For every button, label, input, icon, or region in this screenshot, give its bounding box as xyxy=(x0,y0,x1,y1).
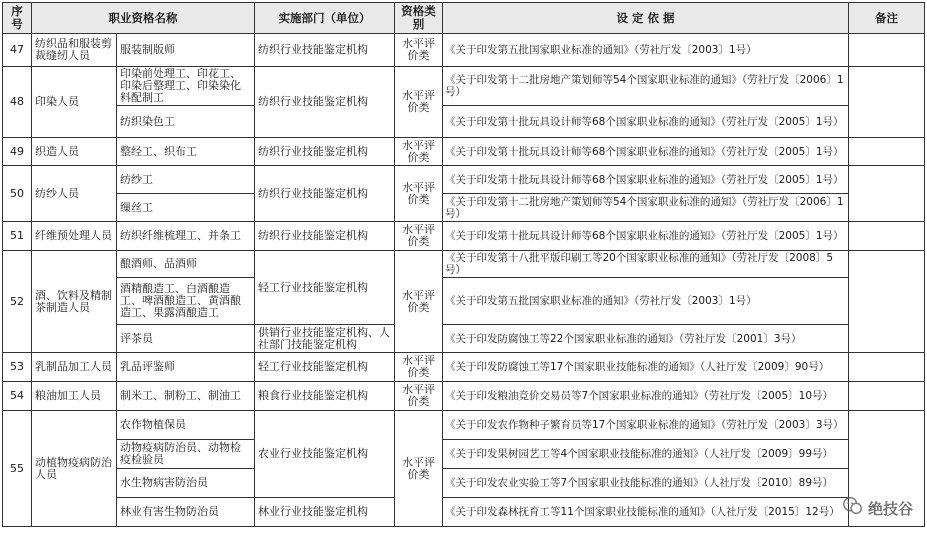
header-note: 备注 xyxy=(849,3,925,34)
watermark xyxy=(842,495,913,521)
watermark-text: 绝技谷 xyxy=(868,498,913,519)
qualification-type: 水平评价类 xyxy=(395,251,443,353)
occupation-name: 制米工、制粉工、制油工 xyxy=(117,382,255,411)
row-no: 50 xyxy=(3,166,32,222)
basis: 《关于印发第五批国家职业标准的通知》（劳社厅发〔2003〕1号） xyxy=(443,278,849,325)
table-row xyxy=(3,138,925,166)
basis: 《关于印发第十批玩具设计师等68个国家职业标准的通知》（劳社厅发〔2005〕1号） xyxy=(443,138,849,166)
header-name: 职业资格名称 xyxy=(32,3,255,34)
occupation-name: 纺织纤维梳理工、并条工 xyxy=(117,222,255,251)
basis: 《关于印发农业实验工等7个国家职业技能标准的通知》（人社厅发〔2010〕89号） xyxy=(443,469,849,498)
note xyxy=(849,138,925,166)
occupation-name: 酒精酿造工、白酒酿造工、啤酒酿造工、黄酒酿造工、果露酒酿造工 xyxy=(117,278,255,325)
department: 纺织行业技能鉴定机构 xyxy=(255,67,395,138)
table-row xyxy=(3,498,925,527)
occupation-name: 农作物植保员 xyxy=(117,411,255,440)
row-no: 55 xyxy=(3,411,32,527)
basis: 《关于印发粮油竞价交易员等7个国家职业标准的通知》（劳社厅发〔2005〕10号） xyxy=(443,382,849,411)
row-no: 54 xyxy=(3,382,32,411)
basis: 《关于印发果树园艺工等4个国家职业技能标准的通知》（人社厅发〔2009〕99号） xyxy=(443,440,849,469)
table-row xyxy=(3,106,925,138)
note xyxy=(849,67,925,138)
department: 纺织行业技能鉴定机构 xyxy=(255,166,395,222)
occupation-name: 缫丝工 xyxy=(117,194,255,222)
occupation-name: 服装制版师 xyxy=(117,34,255,67)
basis: 《关于印发第十批玩具设计师等68个国家职业标准的通知》（劳社厅发〔2005〕1号） xyxy=(443,166,849,194)
occupation-group: 纺织品和服装剪裁缝纫人员 xyxy=(32,34,117,67)
qualification-type: 水平评价类 xyxy=(395,67,443,138)
occupation-group: 纺纱人员 xyxy=(32,166,117,222)
table-row xyxy=(3,440,925,469)
table-row xyxy=(3,34,925,67)
qualification-type: 水平评价类 xyxy=(395,166,443,222)
header-basis: 设 定 依 据 xyxy=(443,3,849,34)
table-row xyxy=(3,67,925,106)
occupation-group: 织造人员 xyxy=(32,138,117,166)
occupation-name: 乳品评鉴师 xyxy=(117,353,255,382)
note xyxy=(849,251,925,353)
occupation-name: 评茶员 xyxy=(117,325,255,353)
table-row xyxy=(3,222,925,251)
department: 粮食行业技能鉴定机构 xyxy=(255,382,395,411)
table-row xyxy=(3,194,925,222)
basis: 《关于印发第五批国家职业标准的通知》（劳社厅发〔2003〕1号） xyxy=(443,34,849,67)
occupation-name: 水生物病害防治员 xyxy=(117,469,255,498)
basis: 《关于印发第十二批房地产策划师等54个国家职业标准的通知》（劳社厅发〔2006〕1号） xyxy=(443,194,849,222)
occupation-group: 酒、饮料及精制茶制造人员 xyxy=(32,251,117,353)
qualification-type: 水平评价类 xyxy=(395,222,443,251)
occupation-group: 动植物疫病防治人员 xyxy=(32,411,117,527)
note xyxy=(849,166,925,222)
header-no: 序号 xyxy=(3,3,32,34)
department: 轻工行业技能鉴定机构 xyxy=(255,251,395,325)
basis: 《关于印发第十批玩具设计师等68个国家职业标准的通知》（劳社厅发〔2005〕1号） xyxy=(443,106,849,138)
table-row xyxy=(3,411,925,440)
qualification-table xyxy=(2,2,925,527)
row-no: 47 xyxy=(3,34,32,67)
department: 纺织行业技能鉴定机构 xyxy=(255,222,395,251)
qualification-type: 水平评价类 xyxy=(395,34,443,67)
table-row xyxy=(3,382,925,411)
occupation-name: 动物疫病防治员、动物检疫检验员 xyxy=(117,440,255,469)
table-header-row xyxy=(3,3,925,34)
department: 轻工行业技能鉴定机构 xyxy=(255,353,395,382)
table-row xyxy=(3,251,925,278)
occupation-group: 乳制品加工人员 xyxy=(32,353,117,382)
basis: 《关于印发农作物种子繁育员等17个国家职业标准的通知》（劳社厅发〔2003〕3号） xyxy=(443,411,849,440)
row-no: 52 xyxy=(3,251,32,353)
basis: 《关于印发防腐蚀工等22个国家职业标准的通知》（劳社厅发〔2001〕3号） xyxy=(443,325,849,353)
department: 农业行业技能鉴定机构 xyxy=(255,411,395,498)
table-row xyxy=(3,278,925,325)
occupation-name: 印染前处理工、印花工、印染后整理工、印染染化料配制工 xyxy=(117,67,255,106)
table-row xyxy=(3,325,925,353)
occupation-group: 纤维预处理人员 xyxy=(32,222,117,251)
qualification-type: 水平评价类 xyxy=(395,353,443,382)
occupation-name: 整经工、织布工 xyxy=(117,138,255,166)
basis: 《关于印发森林抚育工等11个国家职业技能标准的通知》（人社厅发〔2015〕12号） xyxy=(443,498,849,527)
header-dept: 实施部门（单位） xyxy=(255,3,395,34)
occupation-name: 林业有害生物防治员 xyxy=(117,498,255,527)
basis: 《关于印发第十二批房地产策划师等54个国家职业标准的通知》（劳社厅发〔2006〕1号） xyxy=(443,67,849,106)
basis: 《关于印发防腐蚀工等17个国家职业技能标准的通知》（人社厅发〔2009〕90号） xyxy=(443,353,849,382)
table-row xyxy=(3,166,925,194)
department: 供销行业技能鉴定机构、人社部门技能鉴定机构 xyxy=(255,325,395,353)
occupation-name: 纺织染色工 xyxy=(117,106,255,138)
note xyxy=(849,353,925,382)
row-no: 49 xyxy=(3,138,32,166)
qualification-type: 水平评价类 xyxy=(395,411,443,527)
department: 纺织行业技能鉴定机构 xyxy=(255,34,395,67)
row-no: 53 xyxy=(3,353,32,382)
row-no: 51 xyxy=(3,222,32,251)
occupation-group: 印染人员 xyxy=(32,67,117,138)
basis: 《关于印发第十批玩具设计师等68个国家职业标准的通知》（劳社厅发〔2005〕1号） xyxy=(443,222,849,251)
row-no: 48 xyxy=(3,67,32,138)
note xyxy=(849,34,925,67)
wechat-icon xyxy=(842,495,864,521)
department: 林业行业技能鉴定机构 xyxy=(255,498,395,527)
table-row xyxy=(3,353,925,382)
table-row xyxy=(3,469,925,498)
note xyxy=(849,222,925,251)
header-type: 资格类别 xyxy=(395,3,443,34)
qualification-type: 水平评价类 xyxy=(395,138,443,166)
occupation-name: 纺纱工 xyxy=(117,166,255,194)
occupation-group: 粮油加工人员 xyxy=(32,382,117,411)
basis: 《关于印发第十八批平版印刷工等20个国家职业标准的通知》（劳社厅发〔2008〕5号） xyxy=(443,251,849,278)
occupation-name: 酿酒师、品酒师 xyxy=(117,251,255,278)
qualification-type: 水平评价类 xyxy=(395,382,443,411)
department: 纺织行业技能鉴定机构 xyxy=(255,138,395,166)
note xyxy=(849,382,925,411)
